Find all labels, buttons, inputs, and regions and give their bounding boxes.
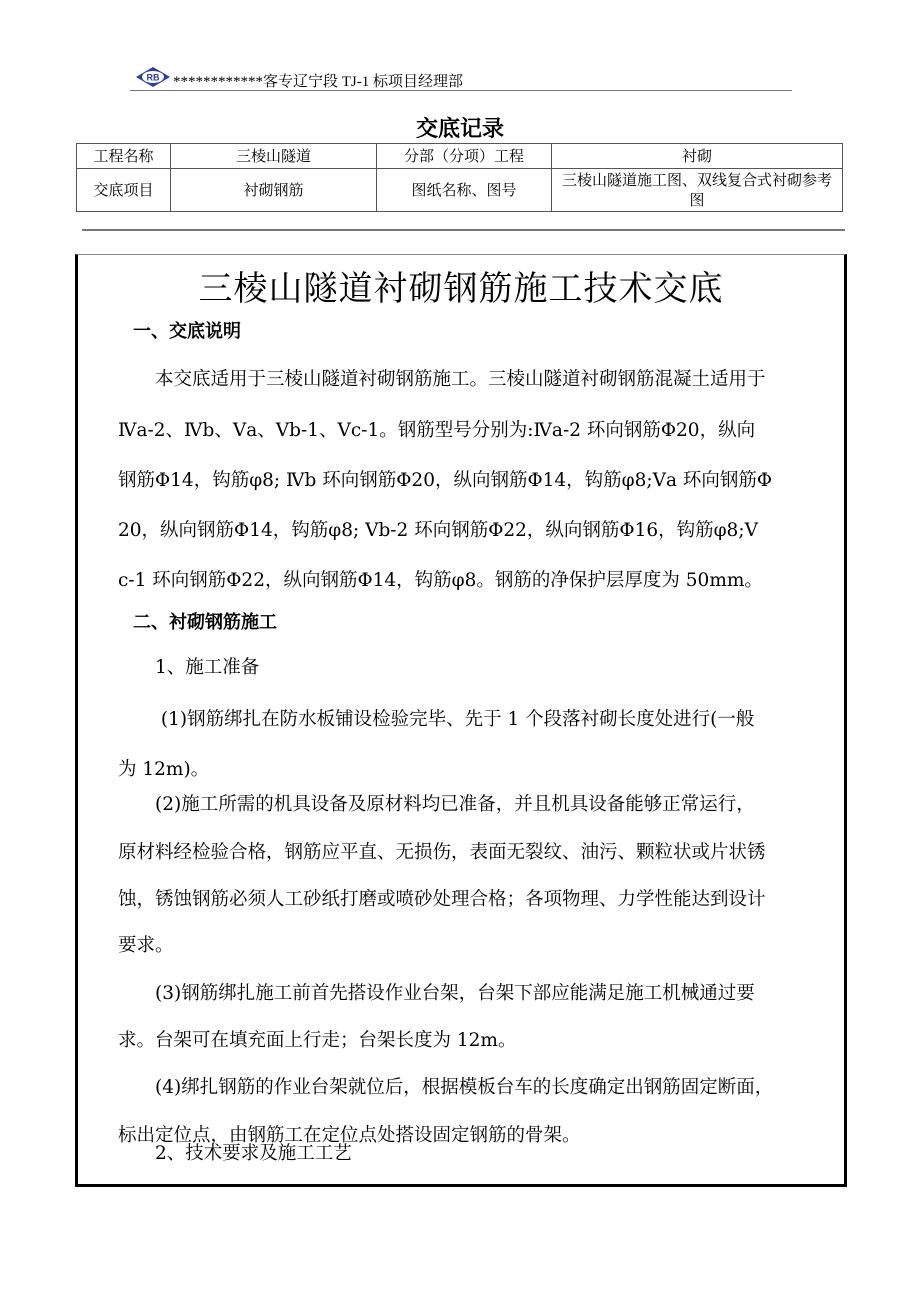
header-rule bbox=[130, 90, 792, 91]
table-row bbox=[77, 169, 843, 212]
logo-text: RB bbox=[146, 72, 160, 83]
record-title: 交底记录 bbox=[415, 117, 504, 142]
drawing-label: 图纸名称、图号 bbox=[377, 169, 552, 212]
section-heading: 一、交底说明 bbox=[133, 321, 241, 342]
paragraph-line: (2)施工所需的机具设备及原材料均已准备，并且机具设备能够正常运行， bbox=[118, 794, 755, 815]
briefing-item-value: 衬砌钢筋 bbox=[171, 169, 377, 212]
paragraph-line: (1)钢筋绑扎在防水板铺设检验完毕、先于 1 个段落衬砌长度处进行(一般 bbox=[118, 709, 755, 730]
paragraph-line: 为 12m)。 bbox=[118, 759, 210, 780]
paragraph-line: (3)钢筋绑扎施工前首先搭设作业台架，台架下部应能满足施工机械通过要 bbox=[118, 983, 755, 1004]
page-header bbox=[130, 62, 792, 92]
table-row bbox=[77, 144, 843, 169]
paragraph-line: c-1 环向钢筋Φ22，纵向钢筋Φ14，钩筋φ8。钢筋的净保护层厚度为 50mm。 bbox=[118, 570, 763, 591]
company-logo-icon bbox=[135, 66, 171, 88]
paragraph-line: 钢筋Φ14，钩筋φ8; Ⅳb 环向钢筋Φ20，纵向钢筋Φ14，钩筋φ8;Ⅴa 环向钢筋Φ bbox=[118, 470, 773, 491]
project-name-label: 工程名称 bbox=[77, 144, 171, 169]
paragraph-line: 原材料经检验合格，钢筋应平直、无损伤，表面无裂纹、油污、颗粒状或片状锈 bbox=[118, 842, 766, 863]
section-heading: 二、衬砌钢筋施工 bbox=[133, 612, 277, 633]
separator-rule bbox=[82, 229, 845, 231]
briefing-item-label: 交底项目 bbox=[77, 169, 171, 212]
subproject-value: 衬砌 bbox=[552, 144, 843, 169]
subsection-heading: 2、技术要求及施工工艺 bbox=[118, 1143, 352, 1164]
document-body bbox=[75, 254, 847, 1187]
paragraph-line: Ⅳa-2、Ⅳb、Ⅴa、Ⅴb-1、Ⅴc-1。钢筋型号分别为:Ⅳa-2 环向钢筋Φ20，纵向 bbox=[118, 420, 756, 441]
subproject-label: 分部（分项）工程 bbox=[377, 144, 552, 169]
paragraph-line: 要求。 bbox=[118, 935, 174, 956]
document-title: 三棱山隧道衬砌钢筋施工技术交底 bbox=[198, 269, 724, 309]
paragraph-line: 本交底适用于三棱山隧道衬砌钢筋施工。三棱山隧道衬砌钢筋混凝土适用于 bbox=[118, 369, 766, 390]
subsection-heading: 1、施工准备 bbox=[118, 657, 260, 678]
paragraph-line: 蚀，锈蚀钢筋必须人工砂纸打磨或喷砂处理合格；各项物理、力学性能达到设计 bbox=[118, 889, 766, 910]
project-name-value: 三棱山隧道 bbox=[171, 144, 377, 169]
org-name: ************客专辽宁段 TJ-1 标项目经理部 bbox=[173, 74, 463, 90]
paragraph-line: 20，纵向钢筋Φ14，钩筋φ8; Ⅴb-2 环向钢筋Φ22，纵向钢筋Φ16，钩筋φ8;Ⅴ bbox=[118, 520, 758, 541]
paragraph-line: 求。台架可在填充面上行走；台架长度为 12m。 bbox=[118, 1030, 517, 1051]
paragraph-line: (4)绑扎钢筋的作业台架就位后，根据模板台车的长度确定出钢筋固定断面， bbox=[118, 1077, 774, 1098]
paragraph-line: 标出定位点，由钢筋工在定位点处搭设固定钢筋的骨架。 bbox=[118, 1125, 581, 1146]
drawing-value: 三棱山隧道施工图、双线复合式衬砌参考图 bbox=[552, 169, 843, 212]
record-info-table bbox=[76, 143, 843, 212]
